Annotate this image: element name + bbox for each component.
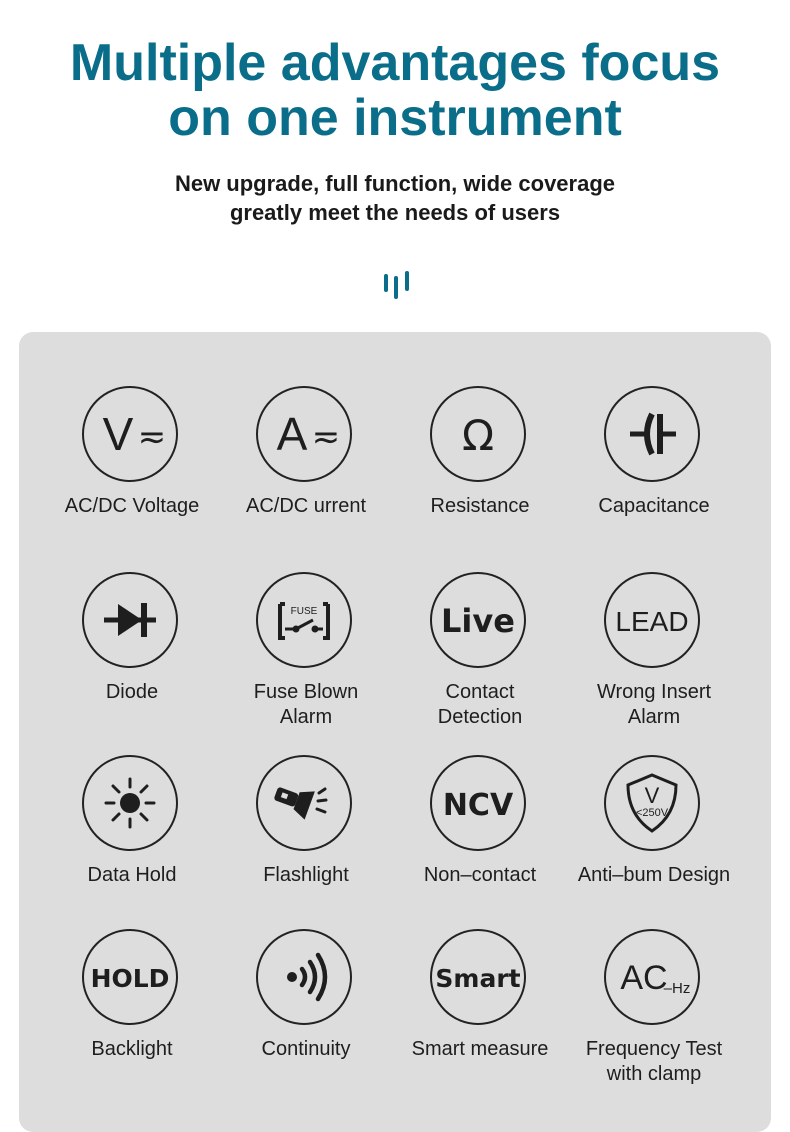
feature-label: Diode — [105, 681, 159, 703]
feature-capacitance — [567, 386, 741, 526]
feature-smart-measure — [393, 929, 567, 1069]
ohm-glyph: Ω — [461, 411, 495, 460]
feature-label: Wrong Insert Alarm — [596, 681, 712, 728]
feature-label: Contact Detection — [437, 681, 523, 728]
page-title-line-2: on one instrument — [168, 89, 622, 147]
feature-label: Non–contact — [423, 864, 537, 886]
feature-label: Smart measure — [411, 1038, 549, 1060]
live-glyph: Live — [441, 602, 515, 640]
live-icon — [430, 572, 526, 668]
feature-anti-burn-design — [567, 755, 741, 895]
voltage-glyph: V — [102, 408, 134, 460]
feature-flashlight — [219, 755, 393, 895]
feature-label: AC/DC Voltage — [64, 495, 200, 517]
subtitle-line-1: New upgrade, full function, wide coverage — [174, 171, 616, 196]
current-wave-glyph: ≂ — [311, 417, 341, 457]
frequency-sub-glyph: –Hz — [663, 980, 691, 997]
feature-fuse-blown-alarm — [219, 572, 393, 728]
ncv-glyph: NCV — [442, 788, 514, 823]
feature-resistance — [393, 386, 567, 526]
sun-icon — [82, 755, 178, 851]
feature-label: AC/DC urrent — [245, 495, 367, 517]
frequency-icon — [604, 929, 700, 1025]
subtitle-line-2: greatly meet the needs of users — [229, 200, 561, 225]
feature-diode — [45, 572, 219, 712]
feature-label: Data Hold — [87, 864, 177, 886]
hold-icon — [82, 929, 178, 1025]
continuity-icon — [256, 929, 352, 1025]
feature-label: Anti–bum Design — [577, 864, 731, 886]
shield-sub-glyph: <250V — [635, 807, 669, 819]
capacitor-icon — [604, 386, 700, 482]
flashlight-icon — [256, 755, 352, 851]
lead-glyph: LEAD — [615, 606, 689, 637]
feature-ac-dc-voltage — [45, 386, 219, 526]
frequency-glyph: AC — [620, 959, 668, 997]
feature-label: Fuse Blown Alarm — [253, 681, 359, 728]
features-panel — [19, 332, 771, 1132]
ncv-icon — [430, 755, 526, 851]
feature-continuity — [219, 929, 393, 1069]
shield-glyph: V — [644, 783, 660, 808]
feature-non-contact — [393, 755, 567, 895]
divider-bars-icon — [382, 270, 412, 300]
feature-label: Flashlight — [263, 864, 349, 886]
feature-ac-dc-current — [219, 386, 393, 526]
feature-label: Capacitance — [598, 495, 710, 517]
feature-backlight — [45, 929, 219, 1069]
voltage-icon — [82, 386, 178, 482]
feature-label: Resistance — [430, 495, 530, 517]
shield-icon — [604, 755, 700, 851]
page-title-line-1: Multiple advantages focus — [69, 34, 721, 92]
feature-contact-detection — [393, 572, 567, 728]
feature-frequency-test — [567, 929, 741, 1085]
hold-glyph: HOLD — [90, 964, 170, 993]
ohm-icon — [430, 386, 526, 482]
voltage-wave-glyph: ≂ — [137, 417, 167, 457]
fuse-icon — [256, 572, 352, 668]
feature-label: Backlight — [91, 1038, 173, 1060]
lead-icon — [604, 572, 700, 668]
diode-icon — [82, 572, 178, 668]
current-icon — [256, 386, 352, 482]
feature-data-hold — [45, 755, 219, 895]
feature-label: Frequency Test with clamp — [585, 1038, 723, 1085]
feature-wrong-insert-alarm — [567, 572, 741, 728]
current-glyph: A — [276, 408, 308, 460]
feature-label: Continuity — [261, 1038, 351, 1060]
smart-glyph: Smart — [435, 964, 521, 993]
fuse-glyph: FUSE — [290, 606, 318, 617]
smart-icon — [430, 929, 526, 1025]
